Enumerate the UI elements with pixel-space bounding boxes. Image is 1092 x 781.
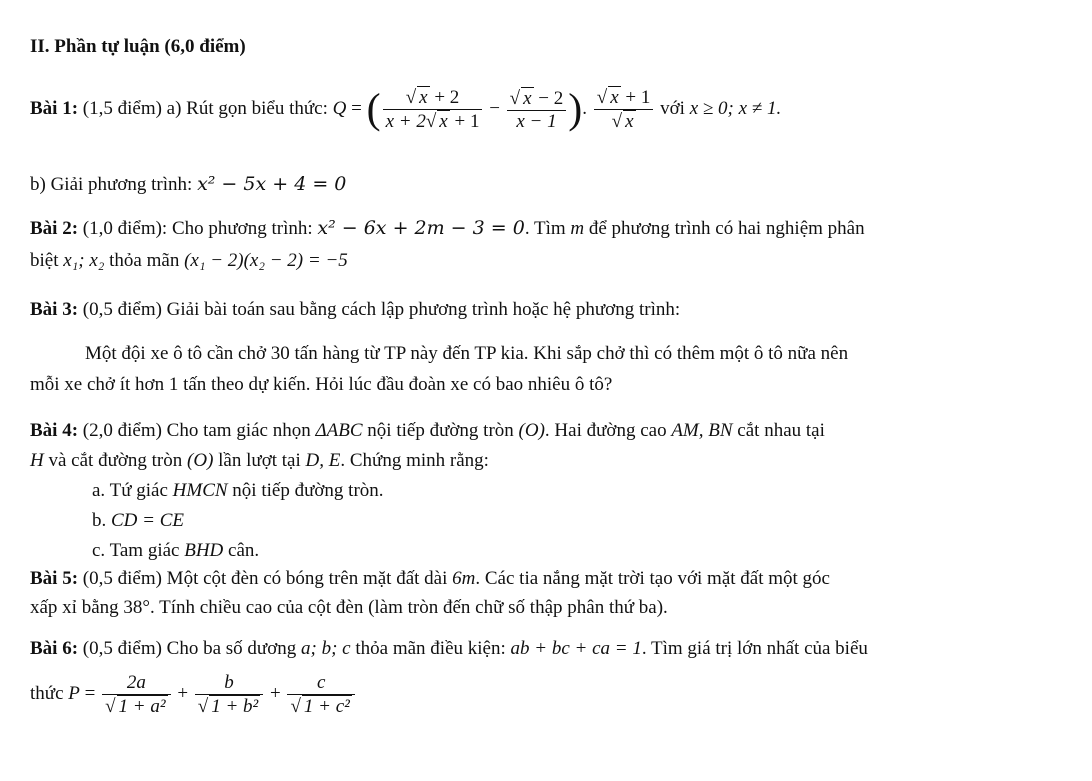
p-fraction-2: $\frac{b}{\text{√ 1 + b²}}$ [195, 672, 263, 718]
problem-6-line1: Bài 6: (0,5 điểm) Cho ba số dương a; b; c thỏa mãn điều kiện: ab + bc + ca = 1. Tìm giá trị lớn nhất của biểu [30, 638, 868, 659]
problem-3-line1: Bài 3: (0,5 điểm) Giải bài toán sau bằng cách lập phương trình hoặc hệ phương trình: [30, 299, 681, 320]
problem-5-line1: Bài 5: (0,5 điểm) Một cột đèn có bóng trên mặt đất dài 6m. Các tia nắng mặt trời tạo với mặt đất một góc [30, 568, 830, 589]
problem-6-line2: thức P = $\frac{2a}{\text{√ 1 + a²}}$ + $\frac{b}{\text{√ 1 + b²}}$ + $\frac{c}{\text{√ 1 + c²}}$ [30, 670, 357, 718]
problem-6-heading: Bài 6: [30, 638, 79, 659]
problem-1-heading: Bài 1: [30, 98, 79, 119]
p-fraction-3: $\frac{c}{\text{√ 1 + c²}}$ [287, 672, 354, 718]
problem-4a: a. Tứ giác HMCN nội tiếp đường tròn. [92, 480, 384, 501]
problem-1b: b) Giải phương trình: x² − 5x + 4 = 0 [30, 173, 347, 195]
problem-4c: c. Tam giác BHD cân. [92, 540, 260, 561]
fraction-3: $\frac{√ x + 1}{√ x}$ [594, 86, 654, 133]
problem-3-para1: Một đội xe ô tô cần chở 30 tấn hàng từ TP này đến TP kia. Khi sắp chở thì có thêm một ô tô nữa nên [85, 343, 849, 364]
problem-3-heading: Bài 3: [30, 299, 79, 320]
problem-5-line2: xấp xỉ bằng 38°. Tính chiều cao của cột đèn (làm tròn đến chữ số thập phân thứ ba). [30, 597, 668, 618]
problem-4b: b. CD = CE [92, 510, 184, 531]
problem-4-line2: H và cắt đường tròn (O) lần lượt tại D, E. Chứng minh rằng: [30, 450, 489, 471]
fraction-1: $\frac{√ x + 2}{x + 2√ x + 1}$ [383, 86, 483, 133]
p-fraction-1: $\frac{2a}{\text{√ 1 + a²}}$ [102, 672, 170, 718]
problem-5-heading: Bài 5: [30, 568, 79, 589]
problem-3-para2: mỗi xe chở ít hơn 1 tấn theo dự kiến. Hỏi lúc đầu đoàn xe có bao nhiêu ô tô? [30, 374, 613, 395]
problem-2-line2: biệt x₁; x₂ thỏa mãn (x₁ − 2)(x₂ − 2) = −5 [30, 250, 348, 271]
problem-4-line1: Bài 4: (2,0 điểm) Cho tam giác nhọn ΔABC nội tiếp đường tròn (O). Hai đường cao AM, BN cắt nhau tại [30, 420, 825, 441]
problem-2-line1: Bài 2: (1,0 điểm): Cho phương trình: x² − 6x + 2m − 3 = 0. Tìm m để phương trình có hai nghiệm phân [30, 217, 865, 239]
problem-4-heading: Bài 4: [30, 420, 79, 441]
section-title: II. Phần tự luận (6,0 điểm) [30, 36, 246, 57]
problem-2-heading: Bài 2: [30, 218, 79, 239]
problem-1-line: Bài 1: (1,5 điểm) a) Rút gọn biểu thức: Q = ( $\frac{√ x + 2}{x + 2√ x + 1}$ − $\frac{√ x - 2}{x - 1}$ ). $\frac{√ x + 1}{√ x}$ với x ≥ 0; x ≠ 1. [30, 86, 782, 133]
fraction-2: $\frac{√ x - 2}{x - 1}$ [507, 87, 567, 133]
